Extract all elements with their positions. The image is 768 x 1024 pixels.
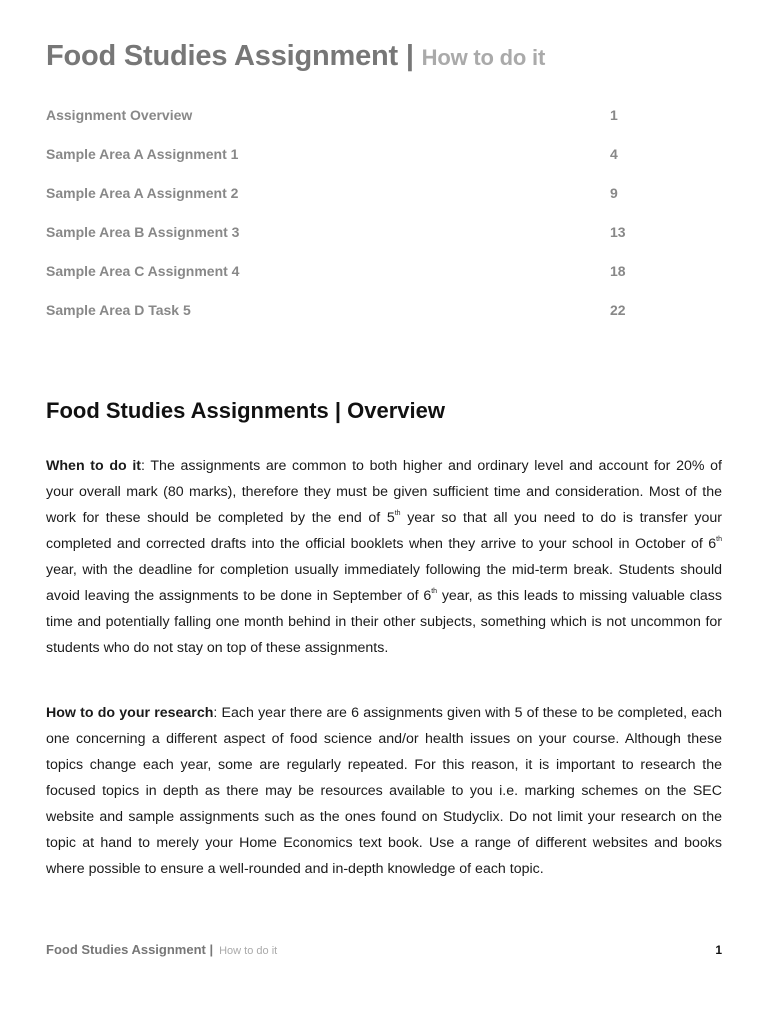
page-number: 1 [715, 943, 722, 957]
toc-item[interactable] [46, 224, 636, 263]
paragraph-lead: When to do it [46, 458, 142, 474]
paragraph-text: year, as this leads to missing valuable class time and potentially falling one month behind in their other subjects, something which is not uncommon for students who do not stay on top of these assignments. [46, 588, 722, 656]
toc-item[interactable] [46, 263, 636, 302]
ordinal-suffix: th [431, 588, 438, 595]
ordinal-suffix: th [716, 536, 722, 543]
toc-item-page: 22 [610, 302, 626, 318]
toc-item-page: 4 [610, 146, 618, 162]
toc-item[interactable] [46, 107, 636, 146]
paragraph-text: year so that all you need to do is transfer your completed and corrected drafts into the official booklets when they arrive to your school in October of 6 [46, 510, 722, 552]
toc-item-page: 13 [610, 224, 626, 240]
document-title [46, 40, 545, 73]
toc-item[interactable] [46, 185, 636, 224]
ordinal-suffix: th [394, 510, 401, 517]
toc-item-label: Sample Area A Assignment 2 [46, 185, 239, 201]
toc-item-label: Sample Area A Assignment 1 [46, 146, 239, 162]
toc-item-label: Sample Area B Assignment 3 [46, 224, 240, 240]
paragraph-when-to-do-it [46, 453, 722, 661]
table-of-contents [46, 107, 636, 341]
toc-item-page: 1 [610, 107, 618, 123]
footer-title [46, 942, 277, 957]
toc-item[interactable] [46, 302, 636, 341]
toc-item-label: Sample Area D Task 5 [46, 302, 191, 318]
paragraph-lead: How to do your research [46, 705, 214, 721]
paragraph-text: : Each year there are 6 assignments given with 5 of these to be completed, each one concerning a different aspect of food science and/or health issues on your course. Although these topics change each year, some are regularly repeated. For this reason, it is important to research the focused topics in depth as there may be resources available to you i.e. marking schemes on the SEC website and sample assignments such as the ones found on Studyclix. Do not limit your research on the topic at hand to merely your Home Economics text book. Use a range of different websites and books where possible to ensure a well-rounded and in-depth knowledge of each topic. [46, 705, 723, 877]
paragraph-text: : The assignments are common to both higher and ordinary level and account for 20% of your overall mark (80 marks), therefore they must be given sufficient time and consideration. Most of the work for these should be completed by the end of 5 [46, 458, 722, 526]
paragraph-text: year, with the deadline for completion usually immediately following the mid-term break. Students should avoid leaving the assignments to be done in September of 6 [46, 562, 722, 604]
section-heading: Food Studies Assignments | Overview [46, 398, 445, 423]
toc-item-page: 18 [610, 263, 626, 279]
footer-subtitle: How to do it [219, 945, 278, 957]
toc-item[interactable] [46, 146, 636, 185]
footer-title-main: Food Studies Assignment | [46, 942, 214, 957]
toc-item-label: Sample Area C Assignment 4 [46, 263, 240, 279]
toc-item-page: 9 [610, 185, 618, 201]
title-subtitle: How to do it [421, 45, 546, 70]
paragraph-how-to-research [46, 700, 722, 882]
title-main: Food Studies Assignment | [46, 40, 414, 72]
page-footer [46, 942, 722, 957]
toc-item-label: Assignment Overview [46, 107, 193, 123]
